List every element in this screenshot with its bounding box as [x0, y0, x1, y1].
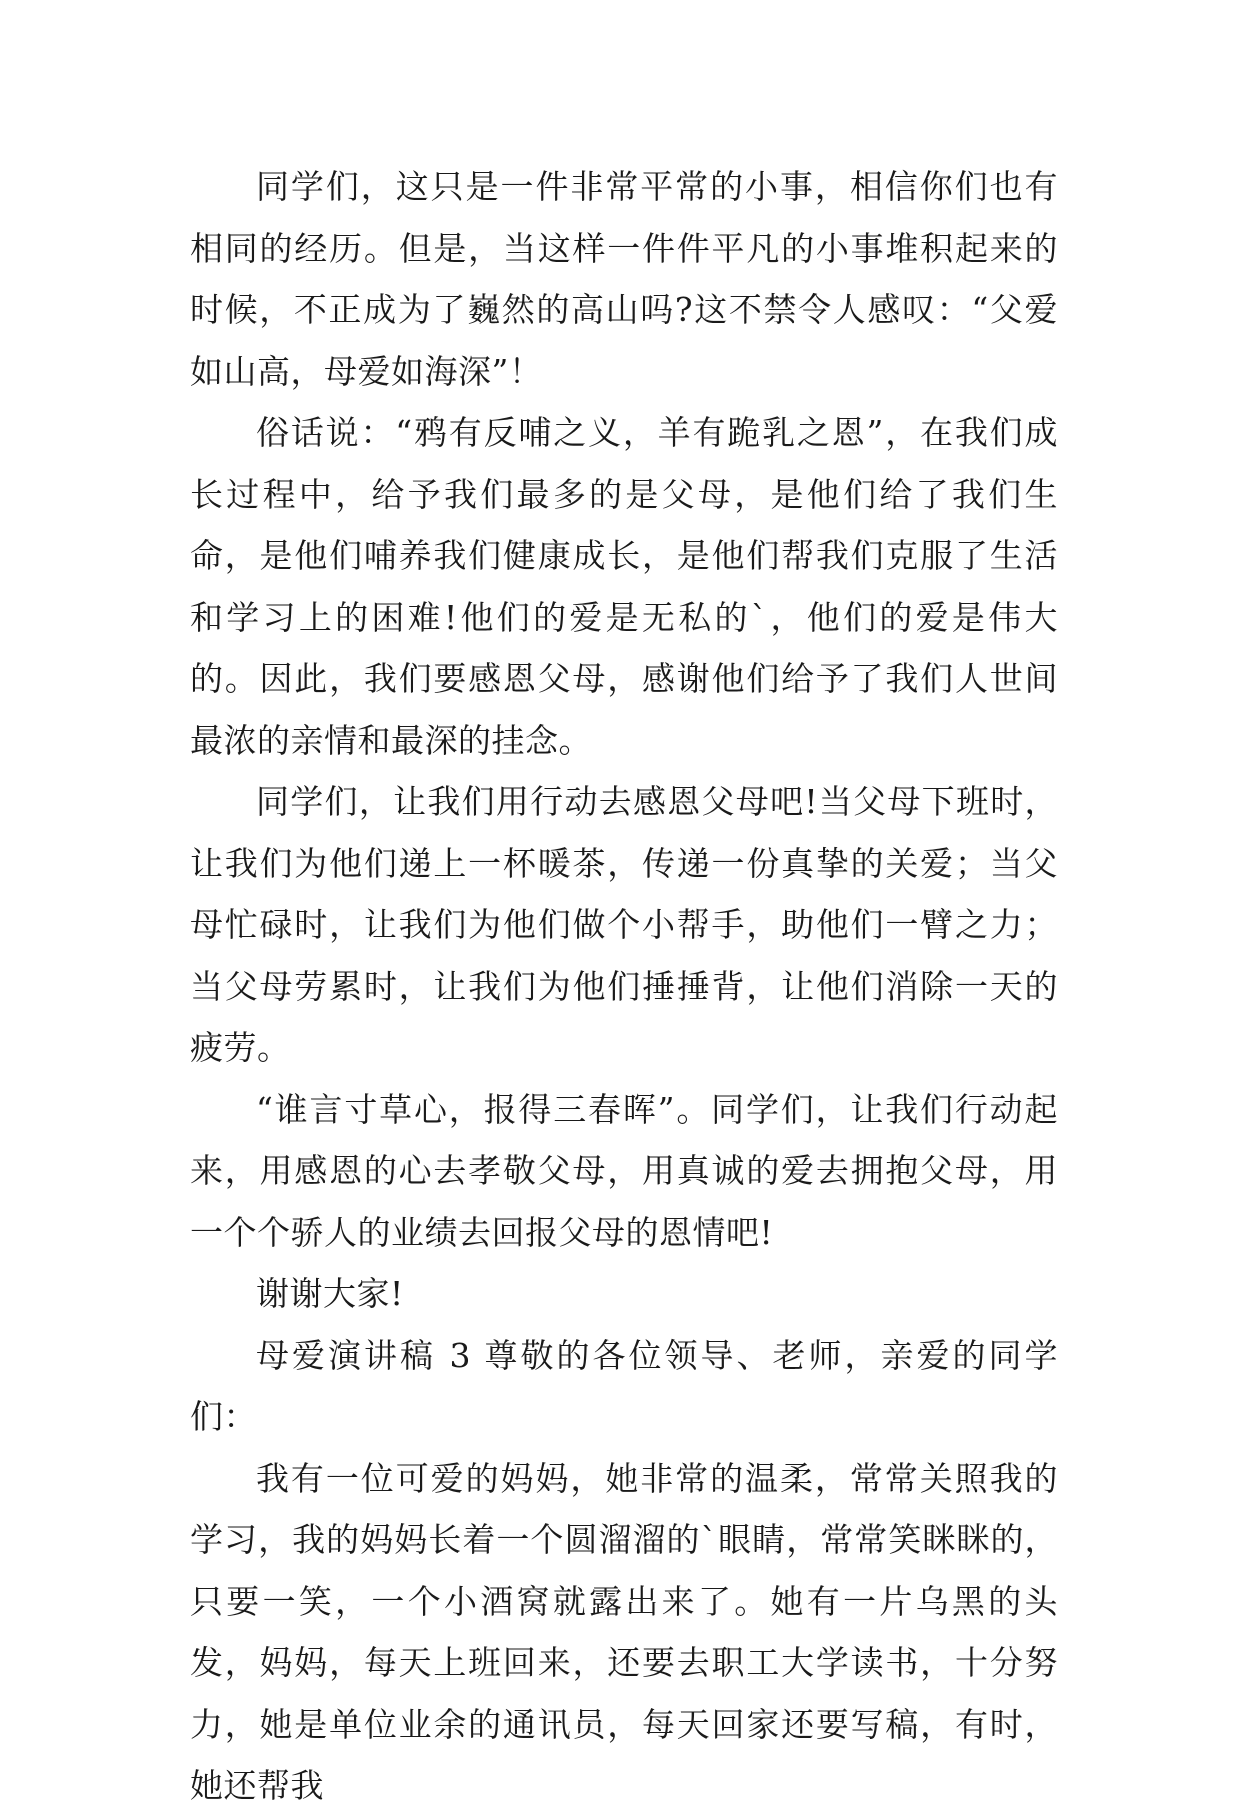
paragraph: “谁言寸草心，报得三春晖”。同学们，让我们行动起来，用感恩的心去孝敬父母，用真诚的爱去拥抱父母，用一个个骄人的业绩去回报父母的恩情吧! — [190, 1089, 1058, 1252]
paragraph: 俗话说：“鸦有反哺之义，羊有跪乳之恩”，在我们成长过程中，给予我们最多的是父母，是他们给了我们生命，是他们哺养我们健康成长，是他们帮我们克服了生活和学习上的困难!他们的爱是无私的`，他们的爱是伟大的。因此，我们要感恩父母，感谢他们给予了我们人世间最浓的亲情和最深的挂念。 — [190, 413, 1058, 760]
document-body — [190, 156, 1058, 1817]
section-heading-paragraph: 母爱演讲稿 3 尊敬的各位领导、老师，亲爱的同学们： — [190, 1335, 1058, 1436]
paragraph: 谢谢大家! — [256, 1274, 404, 1313]
paragraph: 我有一位可爱的妈妈，她非常的温柔，常常关照我的学习，我的妈妈长着一个圆溜溜的`眼睛，常常笑眯眯的，只要一笑，一个小酒窝就露出来了。她有一片乌黑的头发，妈妈，每天上班回来，还要去职工大学读书，十分努力，她是单位业余的通讯员，每天回家还要写稿，有时，她还帮我 — [190, 1458, 1058, 1805]
paragraph: 同学们，这只是一件非常平常的小事，相信你们也有相同的经历。但是，当这样一件件平凡的小事堆积起来的时候，不正成为了巍然的高山吗?这不禁令人感叹：“父爱如山高，母爱如海深”！ — [190, 167, 1058, 391]
paragraph: 同学们，让我们用行动去感恩父母吧!当父母下班时，让我们为他们递上一杯暖茶，传递一份真挚的关爱；当父母忙碌时，让我们为他们做个小帮手，助他们一臂之力；当父母劳累时，让我们为他们捶捶背，让他们消除一天的疲劳。 — [190, 782, 1058, 1067]
